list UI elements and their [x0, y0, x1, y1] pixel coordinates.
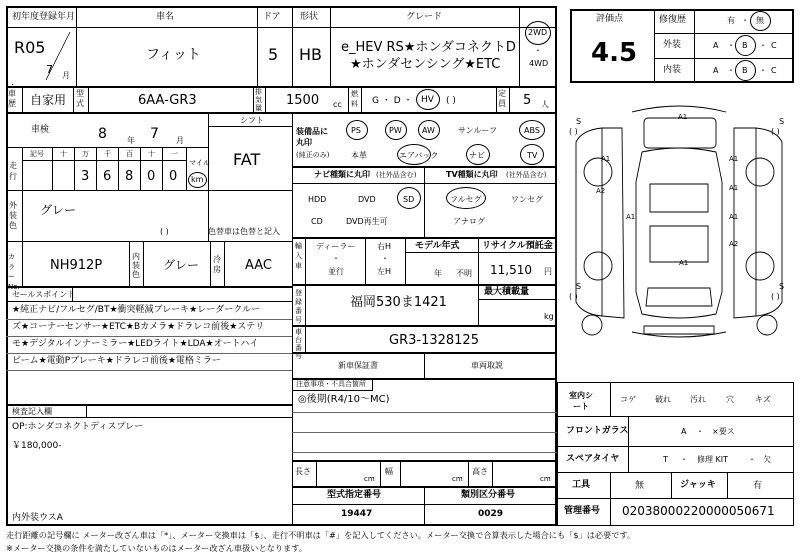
- diagram-s-tl: S: [576, 117, 582, 126]
- int-a: A: [713, 66, 719, 75]
- equip-abs: ABS: [524, 126, 540, 135]
- class-no-value: 0029: [478, 509, 504, 519]
- sales-point-line-1: ★純正ナビ/フルセグ/BT★衝突軽減ブレーキ★レーダークルー: [12, 305, 260, 315]
- seat-burn: コゲ: [620, 395, 636, 404]
- diagram-a1-right: A1: [729, 155, 739, 163]
- sales-point-line-3: モ★デジタルインナーミラー★LEDライト★LDA★オートハイ: [12, 339, 259, 349]
- int-dot-2: ・: [759, 66, 767, 75]
- fuel-hv: HV: [421, 95, 434, 105]
- manual-doc: 車両取説: [471, 361, 503, 370]
- diagram-a2-right: A2: [729, 240, 739, 248]
- plate-label: 登録番号: [295, 289, 302, 324]
- import-parallel: 並行: [328, 267, 344, 276]
- ext-dot-1: ・: [727, 41, 735, 50]
- chassis-value: GR3-1328125: [389, 333, 479, 348]
- seat-tear: 破れ: [655, 395, 671, 404]
- diagram-paren-tr: ( ): [771, 127, 780, 136]
- import-dot-2: ・: [381, 254, 389, 263]
- fuel-paren: ( ): [446, 96, 456, 106]
- car-name-header: 車名: [156, 12, 175, 22]
- colorno-label: カラーNo.: [8, 253, 20, 291]
- repair-dot: ・: [741, 16, 749, 25]
- fuel-options: G ・ D ・: [372, 96, 413, 106]
- digit-1: 3: [81, 169, 90, 184]
- spare-t: T: [663, 455, 668, 464]
- recycle-value: 11,510: [490, 263, 532, 277]
- navi-dvd: DVD: [358, 195, 376, 204]
- mgmt-value: 02038000220000050671: [622, 504, 775, 518]
- mgmt-label: 管理番号: [564, 506, 601, 516]
- interior-color-label: 内装色: [132, 252, 140, 279]
- reg-month-unit: 月: [62, 71, 70, 80]
- class-no-label: 類別区分番号: [461, 490, 516, 500]
- recycle-unit: 円: [544, 267, 552, 276]
- repair-no: 無: [756, 16, 764, 25]
- import-dealer: ディーラー: [316, 242, 356, 251]
- inspection-year: 8: [98, 126, 107, 142]
- sales-points-label: セールスポイント: [12, 290, 76, 299]
- equip-sub: (純正のみ): [296, 151, 330, 159]
- inspector-label: 検査記入欄: [12, 407, 52, 416]
- navi-sd: SD: [403, 195, 415, 204]
- ext-b: B: [742, 41, 748, 50]
- place-3: 百: [126, 150, 133, 158]
- seat-hole: 穴: [726, 395, 734, 404]
- drive-2wd: 2WD: [528, 28, 548, 37]
- equip-label: 装備品に丸印: [296, 127, 328, 147]
- inspection-month: 7: [150, 126, 159, 142]
- jack-label: ジャッキ: [680, 480, 716, 490]
- tv-oneseg: ワンセグ: [511, 195, 543, 204]
- tv-sub: (社外品含む): [506, 171, 547, 179]
- model-label: 型式: [76, 89, 84, 108]
- color-note: 色替車は色替と記入: [208, 227, 280, 236]
- model-year-unknown: 不明: [456, 269, 472, 278]
- int-b: B: [742, 66, 748, 75]
- ext-a: A: [713, 41, 719, 50]
- diagram-s-br: S: [779, 282, 785, 291]
- displacement-label: 排気量: [255, 88, 262, 112]
- plate-value: 福岡530ま1421: [350, 295, 447, 310]
- color-value: グレー: [40, 203, 77, 217]
- type-no-value: 19447: [341, 509, 373, 519]
- load-label: 最大積載量: [484, 287, 530, 297]
- navi-dvd-play: DVD再生可: [346, 217, 388, 226]
- body-shape: HB: [299, 45, 323, 64]
- length-unit: cm: [364, 475, 375, 483]
- sales-point-line-4: ビーム★電動Pブレーキ★ドラレコ前後★電格ミラー: [12, 356, 221, 366]
- color-paren: ( ): [160, 227, 169, 236]
- digit-3: 8: [125, 169, 134, 184]
- sales-point-line-2: ズ★コーナーセンサー★ETC★Bカメラ★ドラレコ前後★ステリ: [12, 322, 265, 332]
- equip-tv: TV: [527, 151, 538, 160]
- place-4: 十: [148, 150, 155, 158]
- colorno-value: NH912P: [50, 258, 103, 273]
- import-dot-1: ・: [332, 254, 340, 263]
- equip-navi: ナビ: [469, 151, 485, 160]
- ac-value: AAC: [245, 258, 272, 273]
- spare-label: スペアタイヤ: [566, 454, 620, 464]
- type-no-label: 型式指定番号: [327, 490, 382, 500]
- diagram-a1-rear: A1: [679, 259, 689, 267]
- repair-label: 修復歴: [659, 15, 687, 25]
- glass-dot: ・: [696, 427, 704, 436]
- int-c: C: [771, 66, 777, 75]
- width-unit: cm: [452, 475, 463, 483]
- place-0: 十: [60, 150, 67, 158]
- tv-fullseg: フルセグ: [450, 195, 482, 204]
- car-damage-diagram: [562, 92, 796, 374]
- interior-color-value: グレー: [163, 258, 200, 272]
- tv-analog: アナログ: [453, 217, 485, 226]
- diagram-paren-bl: ( ): [569, 292, 578, 301]
- displacement-value: 1500: [286, 93, 320, 108]
- tv-title: TV種類に丸印: [446, 170, 498, 179]
- import-rh: 右H: [377, 242, 392, 251]
- reg-year-header: 初年度登録年月: [12, 12, 76, 22]
- mileage-label: 走行: [9, 161, 17, 181]
- seat-label: 室内シート: [569, 391, 593, 411]
- diagram-s-bl: S: [576, 282, 582, 291]
- cc-unit: cc: [333, 100, 342, 109]
- grade-header: グレード: [406, 12, 443, 22]
- jack-value: 有: [753, 481, 763, 491]
- recycle-label: リサイクル預託金: [482, 241, 553, 251]
- shape-header: 形状: [300, 12, 319, 22]
- navi-title: ナビ種類に丸印: [314, 170, 370, 179]
- equip-leather: 本革: [351, 151, 367, 160]
- place-1: 万: [82, 150, 89, 158]
- color-label: 外装色: [9, 201, 17, 230]
- chassis-label: 車台番号: [295, 328, 302, 360]
- load-unit: kg: [544, 312, 554, 321]
- footer-line-1: 走行距離の記号欄に メーター改ざん車は「*」、メーター交換車は「$」、走行不明車は「#」を記入してください。メーター交換で合算表示した場合にも「$」は必要です。: [6, 530, 636, 540]
- notes-label: 注意事項・不具合箇所: [296, 380, 366, 388]
- grade-line-1: e_HEV RS★ホンダコネクトD: [341, 40, 516, 55]
- capacity-value: 5: [523, 93, 532, 108]
- navi-sub: (社外品含む): [376, 171, 417, 179]
- shift-value: FAT: [233, 150, 261, 169]
- navi-hdd: HDD: [308, 195, 327, 204]
- digit-5: 0: [169, 169, 178, 184]
- tools-value: 無: [635, 481, 645, 491]
- inspector-interior: 内外装ウスA: [12, 513, 63, 523]
- capacity-unit: 人: [541, 100, 549, 109]
- int-dot-1: ・: [727, 66, 735, 75]
- unit-mile: マイル: [189, 159, 210, 167]
- unit-km: km: [191, 175, 204, 184]
- model-year-unit: 年: [434, 269, 442, 278]
- mileage-code-label: 記号: [30, 150, 44, 158]
- glass-label: フロントガラス: [566, 426, 629, 436]
- diagram-a1-right3: A1: [729, 213, 739, 221]
- glass-x: ×要ス: [712, 427, 735, 436]
- interior-label: 内装: [663, 65, 682, 75]
- place-2: 千: [104, 150, 111, 158]
- width-label: 幅: [385, 467, 393, 476]
- place-5: 一: [171, 150, 178, 158]
- diagram-a2-left: A2: [596, 187, 606, 195]
- spare-none: 欠: [763, 455, 771, 464]
- door-header: ドア: [263, 12, 281, 22]
- height-label: 高さ: [472, 467, 488, 476]
- footer-line-2: ※メーター交換の条件を満たしていないものはメーター改ざん車扱いとなります。: [6, 543, 307, 553]
- diagram-s-tr: S: [779, 117, 785, 126]
- grade-line-2: ★ホンダセンシング★ETC: [350, 57, 501, 72]
- navi-cd: CD: [311, 217, 323, 226]
- notes-text: ◎後期(R4/10～MC): [298, 394, 390, 405]
- usage-value: 自家用: [30, 93, 67, 107]
- car-name: フィット: [146, 47, 201, 63]
- repair-yes: 有: [727, 16, 735, 25]
- equip-airbag: エアバック: [399, 151, 439, 160]
- inspection-label: 車検: [31, 125, 50, 135]
- ext-c: C: [771, 41, 777, 50]
- diagram-a1-left: A1: [601, 155, 611, 163]
- spare-dot-2: ・: [748, 455, 756, 464]
- diagram-a1-right2: A1: [729, 184, 739, 192]
- diagram-paren-br: ( ): [771, 292, 780, 301]
- usage-label: 車歴: [8, 89, 16, 108]
- inspection-month-unit: 月: [176, 136, 184, 145]
- ac-label: 冷房: [213, 255, 221, 274]
- digit-2: 6: [103, 169, 112, 184]
- drive-sep: ・: [534, 46, 542, 55]
- equip-ps: PS: [351, 126, 361, 135]
- exterior-label: 外装: [663, 40, 682, 50]
- height-unit: cm: [540, 475, 551, 483]
- glass-a: A: [681, 427, 687, 436]
- score-value: 4.5: [591, 38, 638, 68]
- reg-month: 7: [46, 63, 53, 76]
- warranty-doc: 新車保証書: [338, 361, 378, 370]
- equip-aw: AW: [422, 126, 435, 135]
- capacity-label: 定員: [498, 89, 506, 108]
- drive-4wd: 4WD: [529, 59, 549, 68]
- model-year-label: モデル年式: [415, 241, 460, 251]
- tools-label: 工具: [572, 480, 591, 490]
- shift-label: シフト: [240, 116, 264, 125]
- spare-dot-1: ・: [680, 455, 688, 464]
- fuel-label: 燃料: [351, 90, 358, 108]
- inspection-year-unit: 年: [127, 136, 135, 145]
- reg-era: R05: [14, 38, 46, 57]
- seat-scratch: キズ: [755, 395, 771, 404]
- spare-repair: 修理 KIT: [697, 455, 729, 464]
- digit-4: 0: [147, 169, 156, 184]
- seat-stain: 汚れ: [690, 395, 706, 404]
- ext-dot-2: ・: [759, 41, 767, 50]
- diagram-a1-left2: A1: [626, 213, 636, 221]
- score-label: 評価点: [596, 14, 624, 24]
- import-label: 輸入車: [295, 242, 302, 270]
- door-count: 5: [268, 45, 279, 64]
- model-value: 6AA-GR3: [138, 93, 197, 108]
- equip-pw: PW: [389, 126, 402, 135]
- diagram-a1-front: A1: [678, 113, 688, 121]
- import-lh: 左H: [377, 267, 392, 276]
- equip-sunroof: サンルーフ: [458, 126, 497, 135]
- diagram-paren-tl: ( ): [569, 127, 578, 136]
- length-label: 長さ: [295, 467, 311, 476]
- inspector-price: ￥180,000-: [12, 441, 62, 451]
- inspector-op: OP:ホンダコネクトディスプレー: [12, 422, 144, 432]
